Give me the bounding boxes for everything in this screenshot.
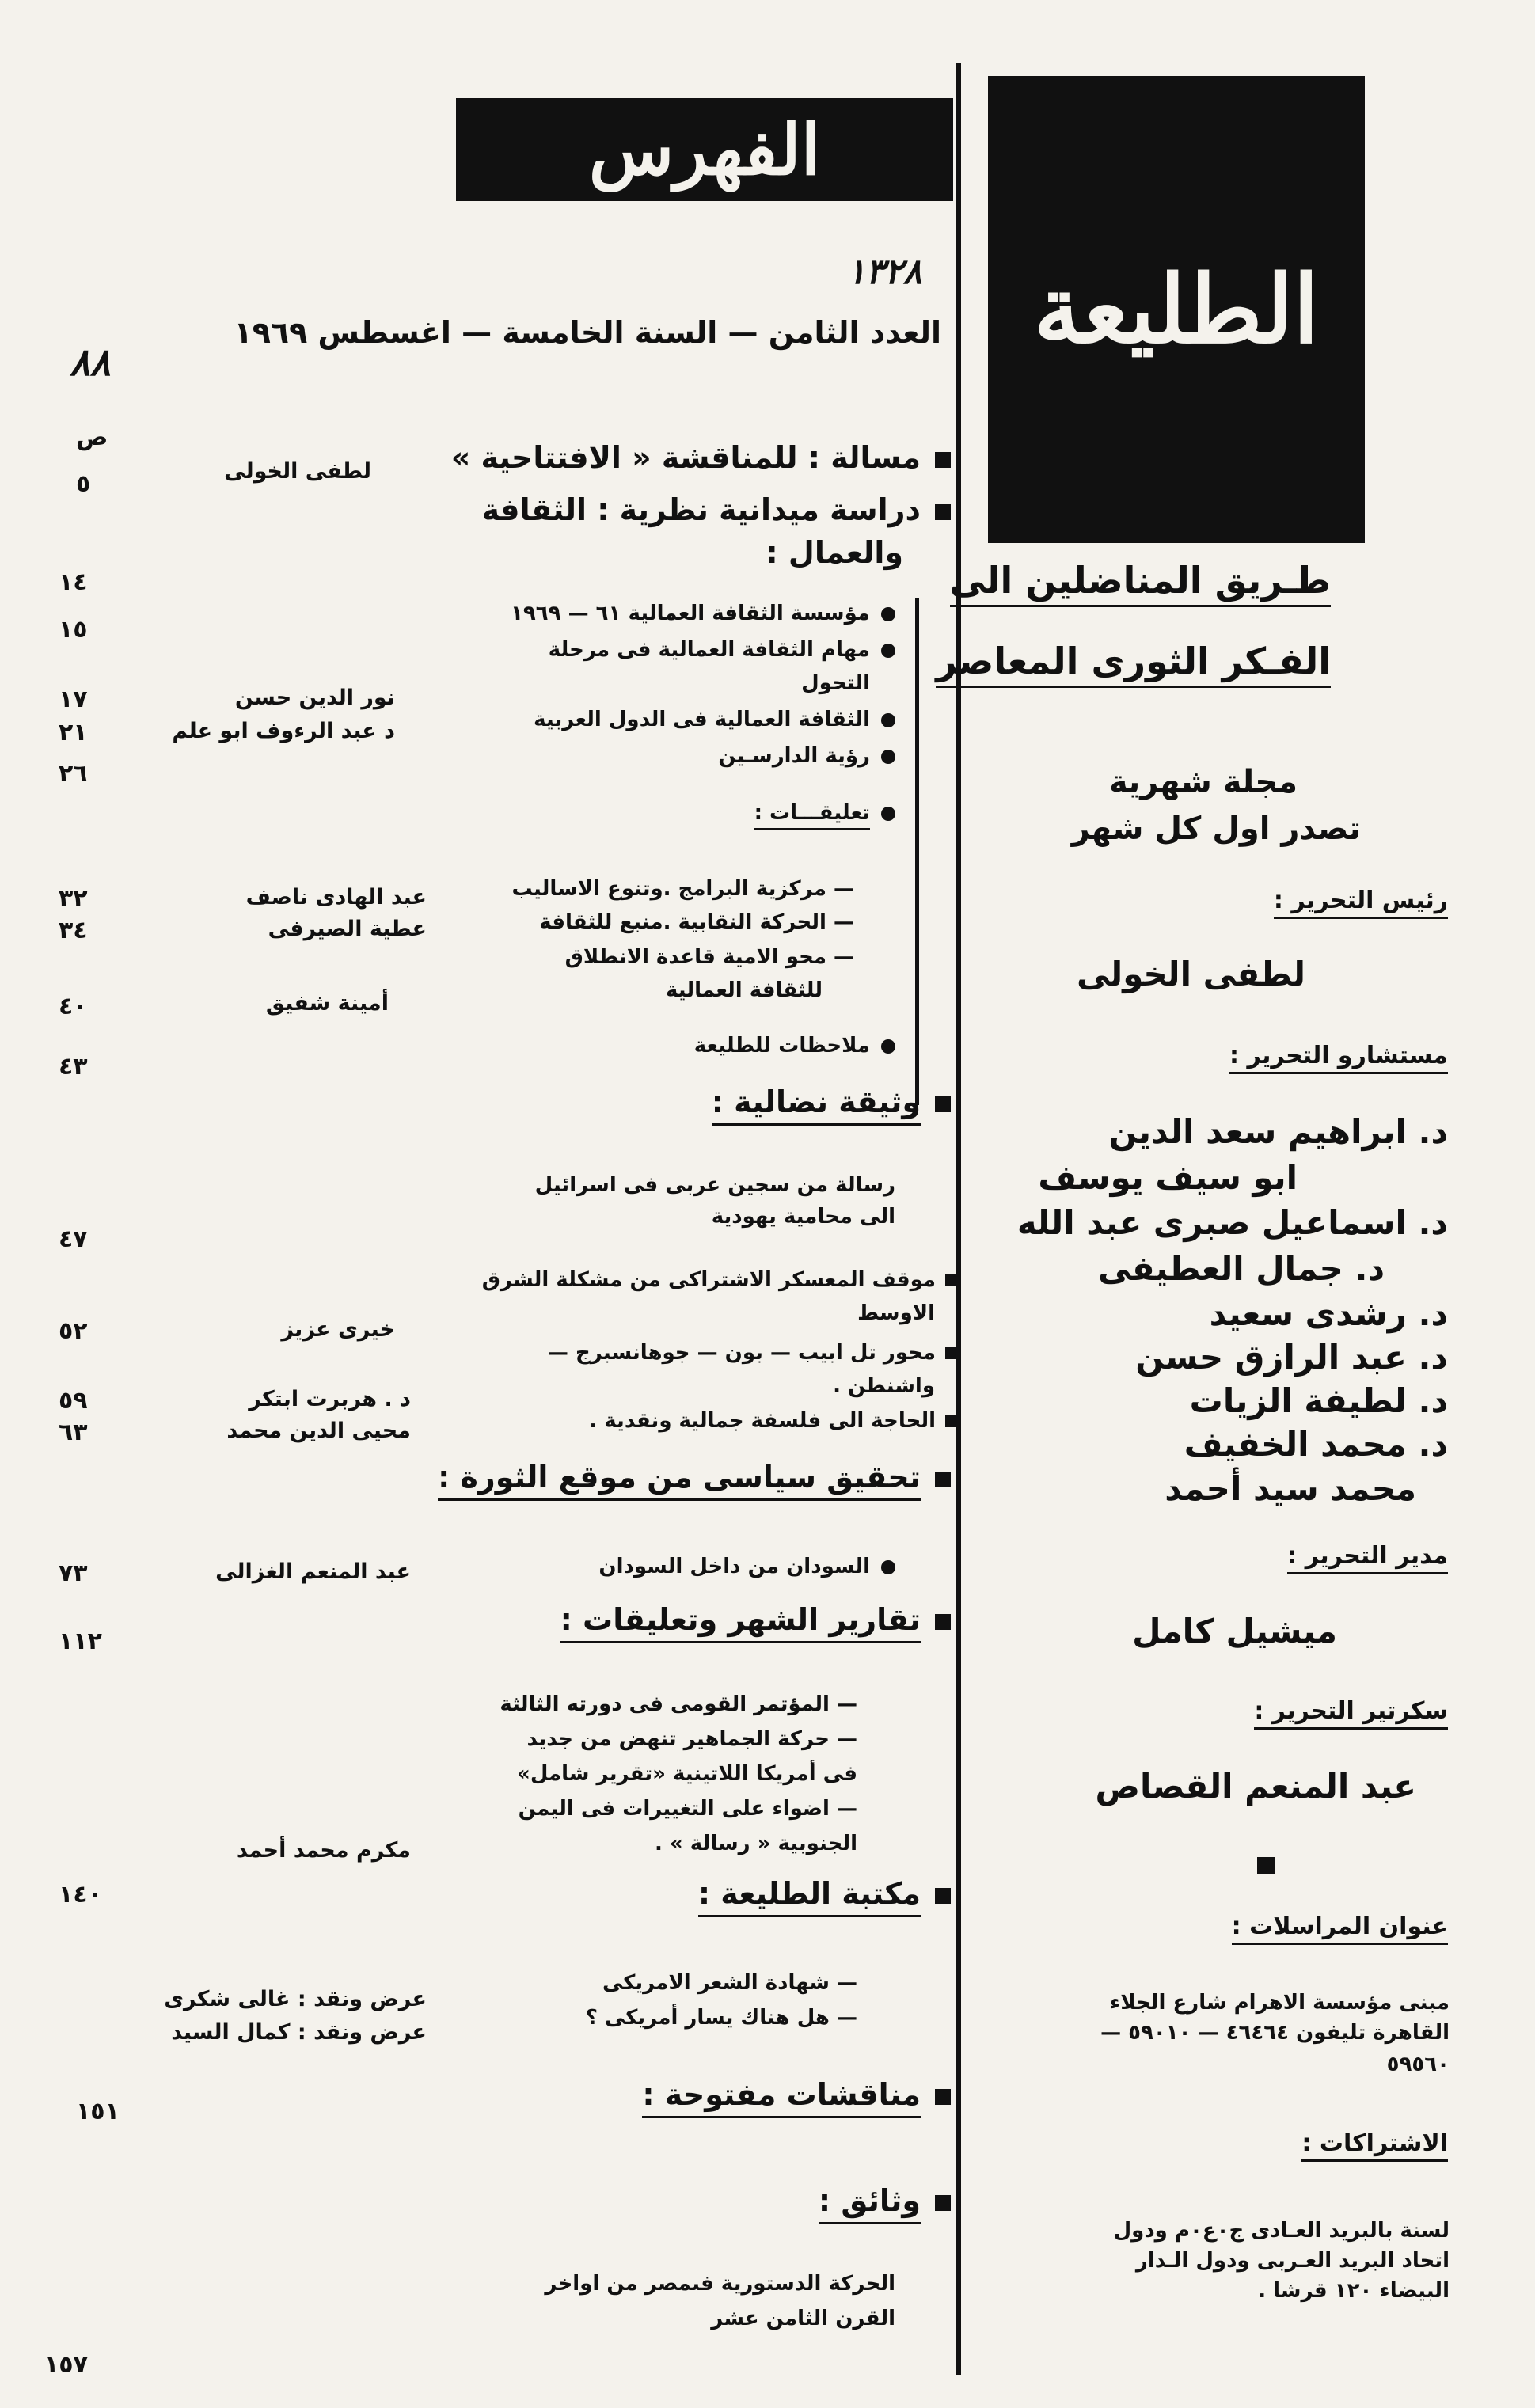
toc-bullet: رؤية الدارسـين (718, 744, 895, 768)
square-bullet-icon (945, 1415, 957, 1427)
square-bullet-icon (935, 1472, 951, 1487)
page-number: ١٧ (59, 686, 88, 713)
issue-line: العدد الثامن — السنة الخامسة — اغسطس ١٩٦٩ (234, 315, 941, 350)
toc-section-investigation: تحقيق سياسى من موقع الثورة : (438, 1460, 951, 1495)
page-number: ١٤ (59, 568, 88, 596)
toc-entry: الحاجة الى فلسفة جمالية ونقدية . (589, 1409, 957, 1433)
toc-entry: محور تل ابيب — بون — جوهانسبرج — (548, 1341, 957, 1365)
toc-entry: الحركة الدستورية فىمصر من اواخر (545, 2272, 895, 2296)
toc-section-discussions: مناقشات مفتوحة : (642, 2077, 951, 2112)
subscriptions-line-3: البيضاء ١٢٠ قرشا . (1258, 2279, 1450, 2303)
square-bullet-icon (935, 452, 951, 468)
toc-subitem: — اضواء على التغييرات فى اليمن (518, 1797, 857, 1821)
author: عبد الهادى ناصف (245, 885, 427, 910)
managing-editor-name: ميشيل كامل (1132, 1612, 1337, 1650)
toc-bullet: مؤسسة الثقافة العمالية ٦١ — ١٩٦٩ (511, 602, 895, 625)
address-line-2: القاهرة تليفون ٤٦٤٦٤ — ٥٩٠١٠ — (1100, 2021, 1450, 2045)
handwritten-number-side: ٨٨ (70, 340, 111, 385)
page-number: ٧٣ (59, 1559, 88, 1587)
toc-subitem: — المؤتمر القومى فى دورته الثالثة (500, 1692, 857, 1716)
square-bullet-icon (935, 1888, 951, 1904)
page-number: ٢١ (59, 719, 88, 746)
author: محيى الدين محمد (226, 1419, 411, 1443)
toc-bullet: ملاحظات للطليعة (694, 1034, 895, 1058)
square-bullet-icon (945, 1274, 957, 1286)
page-number: ٦٣ (59, 1419, 88, 1446)
toc-section-reports: تقارير الشهر وتعليقات : (560, 1602, 951, 1637)
masthead-logo (988, 76, 1365, 543)
secretary-label: سكرتير التحرير : (1254, 1697, 1448, 1725)
page-number: ٤٠ (59, 993, 88, 1020)
square-bullet (1257, 1857, 1275, 1874)
toc-section-document: وثيقة نضالية : (712, 1084, 951, 1119)
square-bullet-icon (935, 1614, 951, 1630)
page-number: ٤٣ (59, 1053, 88, 1081)
advisor-5: د. رشدى سعيد (1209, 1294, 1448, 1333)
square-bullet-icon (935, 504, 951, 520)
dot-bullet-icon (881, 607, 895, 621)
page-number: ٥٢ (59, 1317, 88, 1345)
square-bullet-icon (935, 1096, 951, 1112)
toc-entry: رسالة من سجين عربى فى اسرائيل (534, 1173, 895, 1197)
toc-bullet-comments: تعليقـــات : (754, 801, 895, 825)
page-number: ٢٦ (59, 760, 88, 788)
frequency-line-1: مجلة شهرية (1108, 764, 1298, 800)
subscriptions-line-2: اتحاد البريد العـربى ودول الـدار (1135, 2249, 1450, 2273)
page-number: ٥٩ (59, 1387, 88, 1415)
column-divider (956, 63, 961, 2375)
dot-bullet-icon (881, 1560, 895, 1574)
advisor-2: ابو سيف يوسف (1038, 1158, 1298, 1197)
address-label: عنوان المراسلات : (1232, 1912, 1448, 1940)
toc-subitem: — محو الامية قاعدة الانطلاق (564, 945, 854, 969)
toc-subitem: — شهادة الشعر الامريكى (602, 1971, 857, 1995)
advisor-4: د. جمال العطيفى (1097, 1249, 1385, 1288)
author: عطية الصيرفى (268, 917, 427, 941)
toc-entry-field-study: دراسة ميدانية نظرية : الثقافة (482, 492, 951, 527)
toc-subitem: — حركة الجماهير تنهض من جديد (526, 1727, 857, 1751)
page-number: ١٤٠ (59, 1881, 102, 1909)
handwritten-number-top: ١٣٢٨ (847, 252, 922, 292)
author: د عبد الرءوف ابو علم (172, 719, 395, 743)
square-bullet-icon (935, 2195, 951, 2211)
dot-bullet-icon (881, 644, 895, 658)
advisor-9: محمد سيد أحمد (1165, 1469, 1416, 1508)
author: أمينة شفيق (265, 991, 389, 1016)
secretary-name: عبد المنعم القصاص (1095, 1767, 1416, 1806)
page-number: ١٥ (59, 616, 88, 644)
address-line-1: مبنى مؤسسة الاهرام شارع الجلاء (1110, 1991, 1450, 2015)
author: عرض ونقد : كمال السيد (171, 2020, 427, 2045)
address-line-3: ٥٩٥٦٠ (1386, 2053, 1450, 2076)
slogan-line-2: الفـكر الثورى المعاصر (936, 640, 1331, 683)
subscriptions-line-1: لسنة بالبريد العـادى ج٠ع٠م ودول (1113, 2219, 1450, 2243)
author: عرض ونقد : غالى شكرى (164, 1987, 427, 2011)
advisor-3: د. اسماعيل صبرى عبد الله (1016, 1203, 1448, 1242)
square-bullet-icon (935, 2089, 951, 2105)
masthead-title: الطليعة (1033, 254, 1320, 364)
toc-subitem-cont: للثقافة العمالية (666, 978, 823, 1002)
dot-bullet-icon (881, 1039, 895, 1054)
toc-entry-cont: القرن الثامن عشر (711, 2307, 895, 2330)
author: مكرم محمد أحمد (236, 1838, 411, 1863)
toc-entry-cont: واشنطن . (833, 1374, 935, 1398)
toc-subitem: — الحركة النقابية .منبع للثقافة (539, 910, 854, 934)
advisor-7: د. لطيفة الزيات (1189, 1381, 1448, 1420)
page-number: ٤٧ (59, 1225, 88, 1253)
toc-entry: موقف المعسكر الاشتراكى من مشكلة الشرق (482, 1268, 957, 1292)
author: نور الدين حسن (234, 686, 395, 710)
subscriptions-label: الاشتراكات : (1301, 2129, 1448, 2157)
advisors-label: مستشارو التحرير : (1229, 1042, 1448, 1069)
author: عبد المنعم الغزالى (215, 1559, 411, 1584)
frequency-line-2: تصدر اول كل شهر (1071, 811, 1361, 847)
toc-section-library: مكتبة الطليعة : (698, 1876, 951, 1911)
toc-subitem-cont: الجنوبية « رسالة » . (655, 1832, 857, 1855)
page-number-footer: ١٥٧ (44, 2351, 88, 2379)
page-number: ٥ (76, 470, 91, 498)
advisor-6: د. عبد الرازق حسن (1135, 1338, 1448, 1377)
author: لطفى الخولى (224, 459, 371, 484)
toc-subitem-cont: فى أمريكا اللاتينية «تقرير شامل» (517, 1762, 857, 1786)
slogan-line-1: طـريق المناضلين الى (950, 559, 1331, 602)
page-number: ٣٢ (59, 885, 88, 913)
dot-bullet-icon (881, 750, 895, 764)
sub-items-bracket (915, 598, 919, 1105)
toc-entry-cont: الى محامية يهودية (711, 1205, 895, 1229)
toc-bullet-cont: التحول (801, 671, 870, 695)
toc-subitem: — مركزية البرامج .وتنوع الاساليب (511, 877, 854, 901)
toc-bullet: مهام الثقافة العمالية فى مرحلة (549, 638, 895, 662)
page-number: ١١٢ (59, 1627, 102, 1655)
toc-bullet: السودان من داخل السودان (598, 1555, 895, 1578)
author: خيرى عزيز (281, 1317, 395, 1342)
editor-in-chief-name: لطفى الخولى (1076, 955, 1305, 993)
toc-entry-cont: الاوسط (857, 1301, 935, 1325)
toc-entry-field-study-cont: والعمال : (766, 535, 903, 570)
dot-bullet-icon (881, 807, 895, 821)
toc-subitem: — هل هناك يسار أمريكى ؟ (585, 2006, 857, 2030)
author: د . هربرت ابتكر (249, 1387, 411, 1411)
toc-entry-editorial: مسالة : للمناقشة « الافتتاحية » (451, 440, 951, 475)
square-bullet-icon (945, 1347, 957, 1359)
toc-bullet: الثقافة العمالية فى الدول العربية (534, 708, 895, 731)
page-number: ٣٤ (59, 917, 88, 944)
page-number: ١٥١ (76, 2098, 120, 2125)
dot-bullet-icon (881, 713, 895, 727)
advisor-1: د. ابراهيم سعد الدين (1108, 1112, 1448, 1151)
advisor-8: د. محمد الخفيف (1184, 1425, 1448, 1464)
editor-in-chief-label: رئيس التحرير : (1274, 887, 1448, 914)
page-column-header: ص (76, 423, 108, 451)
managing-editor-label: مدير التحرير : (1287, 1542, 1448, 1570)
contents-logo (456, 98, 953, 201)
contents-title: الفهرس (588, 108, 821, 191)
toc-section-documents: وثائق : (819, 2183, 951, 2218)
